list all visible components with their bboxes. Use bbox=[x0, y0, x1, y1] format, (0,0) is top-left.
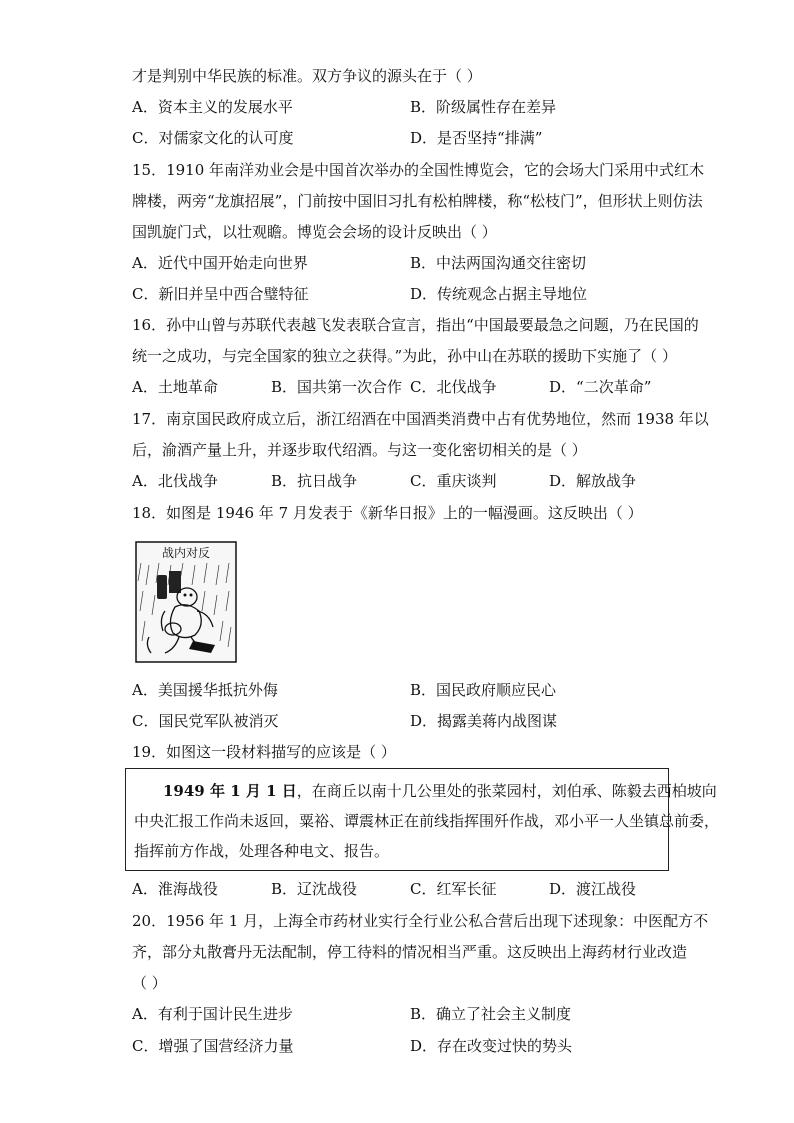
q16-option-a: A．土地革命 bbox=[132, 378, 218, 396]
q16-option-c: C．北伐战争 bbox=[410, 378, 497, 396]
q16-option-b: B．国共第一次合作 bbox=[271, 378, 403, 396]
q17-stem-line2: 后，渝酒产量上升，并逐步取代绍酒。与这一变化密切相关的是（ ） bbox=[132, 441, 587, 459]
q18-option-d: D．揭露美蒋内战图谋 bbox=[410, 712, 558, 730]
q20-option-a: A．有利于国计民生进步 bbox=[132, 1005, 293, 1023]
q19-option-c: C．红军长征 bbox=[410, 880, 497, 898]
q19-material-line2: 中央汇报工作尚未返回，粟裕、谭震林正在前线指挥围歼作战，邓小平一人坐镇总前委， bbox=[134, 812, 720, 830]
q15-option-a: A．近代中国开始走向世界 bbox=[132, 254, 308, 272]
q19-option-a: A．淮海战役 bbox=[132, 880, 218, 898]
q14-stem-tail: 才是判别中华民族的标准。双方争议的源头在于（ ） bbox=[132, 67, 482, 85]
q20-stem-line2: 齐，部分丸散膏丹无法配制，停工待料的情况相当严重。这反映出上海药材行业改造 bbox=[132, 943, 688, 961]
q17-option-b: B．抗日战争 bbox=[271, 472, 358, 490]
q19-option-b: B．辽沈战役 bbox=[271, 880, 358, 898]
q19-option-d: D．渡江战役 bbox=[549, 880, 637, 898]
q20-stem-line3: （ ） bbox=[132, 974, 167, 992]
q15-option-c: C．新旧并呈中西合璧特征 bbox=[132, 285, 309, 303]
q14-option-a: A．资本主义的发展水平 bbox=[132, 98, 293, 116]
q14-option-d: D．是否坚持“排满” bbox=[410, 129, 543, 147]
q17-option-d: D．解放战争 bbox=[549, 472, 637, 490]
q19-material-line1-text: ，在商丘以南十几公里处的张菜园村，刘伯承、陈毅去西柏坡向 bbox=[296, 782, 717, 800]
q15-stem-line2: 牌楼，两旁“龙旗招展”，门前按中国旧习扎有松柏牌楼，称“松枝门”，但形状上则仿法 bbox=[132, 192, 703, 210]
q20-option-b: B．确立了社会主义制度 bbox=[410, 1005, 572, 1023]
q18-option-b: B．国民政府顺应民心 bbox=[410, 681, 557, 699]
q19-source-material-box bbox=[125, 768, 720, 871]
q14-option-c: C．对儒家文化的认可度 bbox=[132, 129, 294, 147]
cartoon-caption: 战内对反 bbox=[161, 546, 211, 560]
q18-option-a: A．美国援华抵抗外侮 bbox=[132, 681, 278, 699]
q15-stem-line3: 国凯旋门式，以壮观瞻。博览会会场的设计反映出（ ） bbox=[132, 223, 497, 241]
q17-stem-line1: 17．南京国民政府成立后，浙江绍酒在中国酒类消费中占有优势地位，然而 1938 年以 bbox=[132, 410, 709, 428]
q19-material-line1 bbox=[163, 781, 717, 801]
q20-option-c: C．增强了国营经济力量 bbox=[132, 1037, 294, 1055]
q18-stem: 18．如图是 1946 年 7 月发表于《新华日报》上的一幅漫画。这反映出（ ） bbox=[132, 504, 643, 522]
q19-stem: 19．如图这一段材料描写的应该是（ ） bbox=[132, 743, 396, 761]
q16-stem-line1: 16．孙中山曾与苏联代表越飞发表联合宣言，指出“中国最要最急之问题，乃在民国的 bbox=[132, 316, 699, 334]
anti-civil-war-cartoon bbox=[135, 541, 237, 663]
q15-stem-line1: 15．1910 年南洋劝业会是中国首次举办的全国性博览会，它的会场大门采用中式红木 bbox=[132, 161, 705, 179]
q15-option-d: D．传统观念占据主导地位 bbox=[410, 285, 588, 303]
q16-stem-line2: 统一之成功，与完全国家的独立之获得。”为此，孙中山在苏联的援助下实施了（ ） bbox=[132, 347, 677, 365]
q14-option-b: B．阶级属性存在差异 bbox=[410, 98, 557, 116]
q17-option-c: C．重庆谈判 bbox=[410, 472, 497, 490]
q17-option-a: A．北伐战争 bbox=[132, 472, 218, 490]
q18-option-c: C．国民党军队被消灭 bbox=[132, 712, 279, 730]
q16-option-d: D．“二次革命” bbox=[549, 378, 652, 396]
q20-stem-line1: 20．1956 年 1 月，上海全市药材业实行全行业公私合营后出现下述现象：中医配方不 bbox=[132, 912, 709, 930]
q19-material-date: 1949 年 1 月 1 日 bbox=[163, 782, 297, 800]
q15-option-b: B．中法两国沟通交往密切 bbox=[410, 254, 587, 272]
q19-material-line3: 指挥前方作战，处理各种电文、报告。 bbox=[134, 842, 390, 860]
q20-option-d: D．存在改变过快的势头 bbox=[410, 1037, 573, 1055]
